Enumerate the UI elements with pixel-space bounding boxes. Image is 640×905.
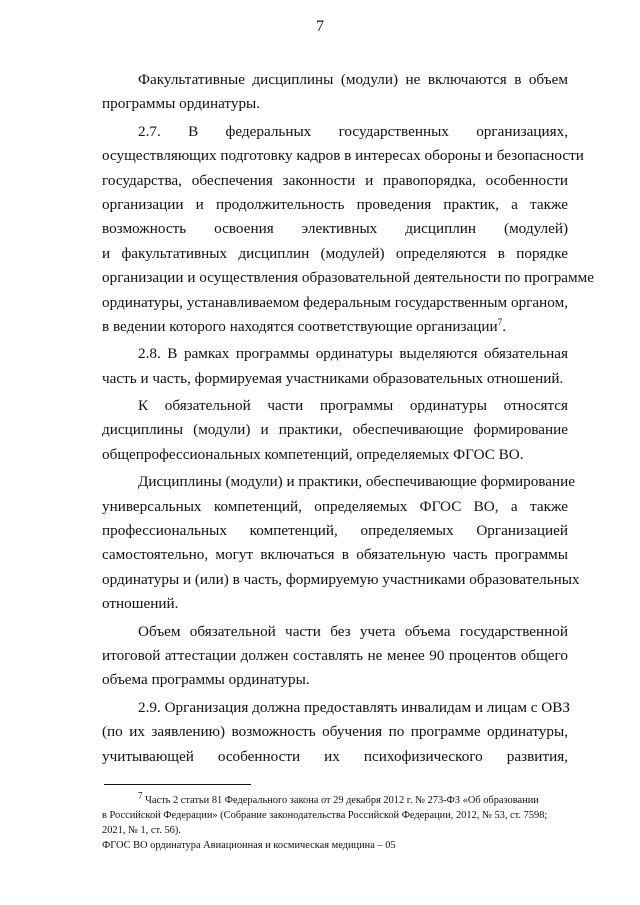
document-footer: ФГОС ВО ординатура Авиационная и космическая медицина – 05 bbox=[102, 840, 396, 851]
footnote-divider bbox=[104, 784, 251, 785]
paragraph bbox=[102, 620, 568, 693]
paragraph bbox=[102, 470, 580, 616]
page-number: 7 bbox=[316, 18, 324, 35]
text-line: ординатуры и (или) в часть, формируемую участниками образовательных bbox=[102, 570, 580, 588]
text-line: Дисциплины (модули) и практики, обеспечивающие формирование bbox=[138, 473, 576, 491]
text-line: организации и осуществления образовательной деятельности по программе bbox=[102, 269, 594, 287]
text-line: осуществляющих подготовку кадров в интересах обороны и безопасности bbox=[102, 147, 584, 165]
paragraph bbox=[102, 342, 568, 391]
text-line: профессиональных компетенций, определяемых Организацией bbox=[102, 522, 568, 540]
text-line: ординатуры, устанавливаемом федеральным государственным органом, bbox=[102, 293, 568, 311]
text-line: самостоятельно, могут включаться в обязательную часть программы bbox=[102, 546, 568, 564]
text-line: универсальных компетенций, определяемых ФГОС ВО, а также bbox=[102, 497, 568, 515]
text-line: часть и часть, формируемая участниками образовательных отношений. bbox=[102, 369, 564, 387]
text-line: К обязательной части программы ординатуры относятся bbox=[138, 397, 568, 415]
footnote-line bbox=[102, 790, 568, 808]
footnote bbox=[102, 790, 568, 838]
text-line: учитывающей особенности их психофизического развития, bbox=[102, 747, 568, 765]
text-line: в ведении которого находятся соответствующие организации$^7$. bbox=[102, 316, 506, 335]
text-line: 2.8. В рамках программы ординатуры выделяются обязательная bbox=[138, 345, 568, 363]
text-line: Объем обязательной части без учета объема государственной bbox=[138, 622, 568, 640]
text-line: дисциплины (модули) и практики, обеспечивающие формирование bbox=[102, 421, 568, 439]
paragraph bbox=[102, 120, 594, 340]
text-line: государства, обеспечения законности и правопорядка, особенности bbox=[102, 171, 568, 189]
text-line: 2.9. Организация должна предоставлять инвалидам и лицам с ОВЗ bbox=[138, 698, 570, 716]
text-line: и факультативных дисциплин (модулей) определяются в порядке bbox=[102, 244, 568, 262]
text-line: (по их заявлению) возможность обучения по программе ординатуры, bbox=[102, 723, 568, 741]
text-line: итоговой аттестации должен составлять не менее 90 процентов общего bbox=[102, 646, 568, 664]
text-line: организации и продолжительность проведения практик, а также bbox=[102, 195, 568, 213]
text-line: объема программы ординатуры. bbox=[102, 671, 310, 689]
footnote-line: 2021, № 1, ст. 56). bbox=[102, 825, 181, 836]
paragraph bbox=[102, 394, 568, 467]
footnote-marker: 7 bbox=[138, 790, 143, 801]
text-line: отношений. bbox=[102, 595, 179, 613]
text-line: 2.7. В федеральных государственных организациях, bbox=[138, 122, 568, 140]
footnote-reference: 7 bbox=[497, 316, 503, 327]
text-line: программы ординатуры. bbox=[102, 95, 261, 113]
paragraph bbox=[102, 696, 568, 769]
text-line: общепрофессиональных компетенций, определяемых ФГОС ВО. bbox=[102, 445, 524, 463]
footnote-text: Часть 2 статьи 81 Федерального закона от 29 декабря 2012 г. № 273-ФЗ «Об образовании bbox=[145, 795, 539, 806]
text-line: Факультативные дисциплины (модули) не включаются в объем bbox=[138, 71, 568, 88]
text-line: возможность освоения элективных дисциплин (модулей) bbox=[102, 220, 568, 238]
paragraph bbox=[102, 68, 568, 117]
body-text bbox=[102, 68, 594, 769]
text-line-content: в ведении которого находятся соответствующие организации bbox=[102, 317, 498, 335]
footnote-line: в Российской Федерации» (Собрание законодательства Российской Федерации, 2012, № 53, ст. 7598; bbox=[102, 810, 548, 821]
